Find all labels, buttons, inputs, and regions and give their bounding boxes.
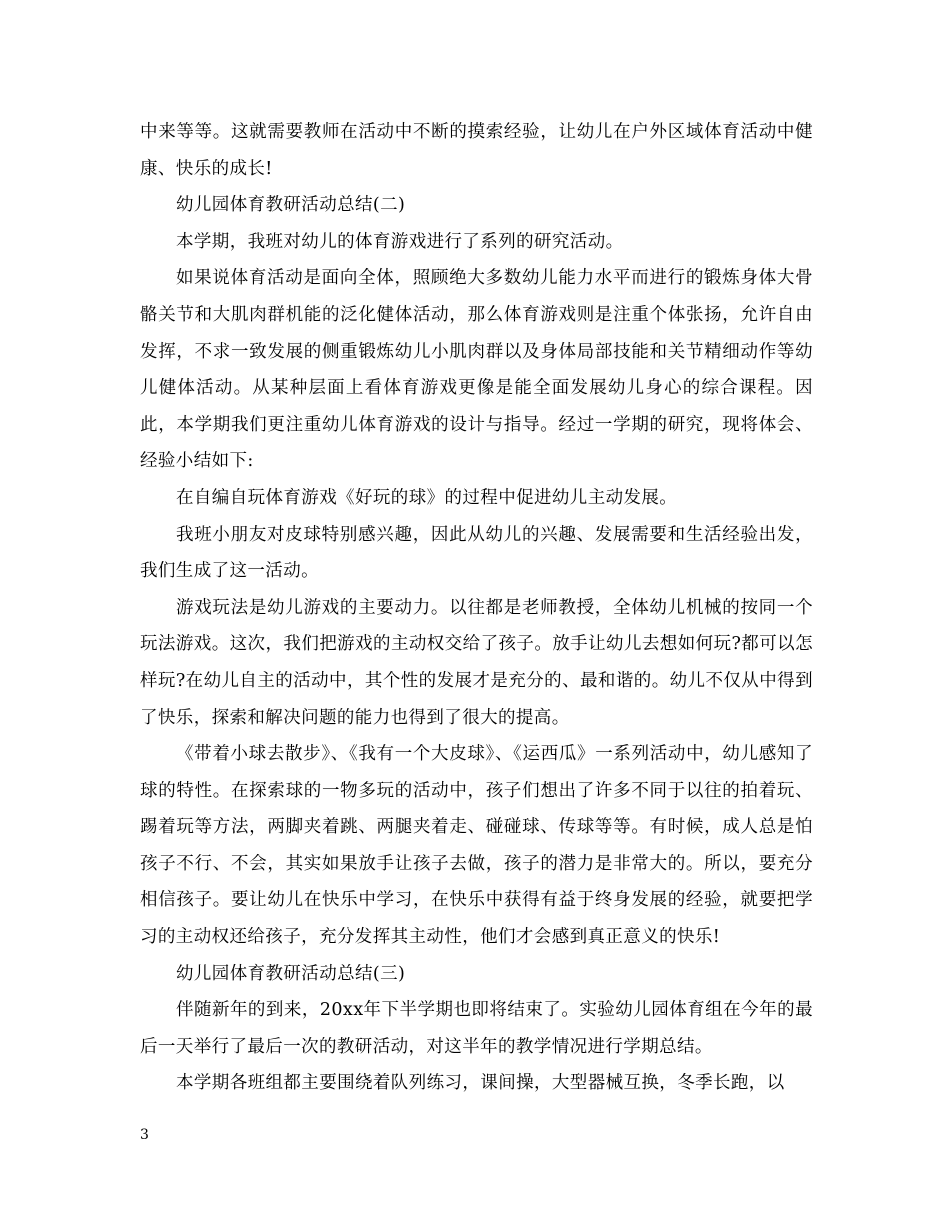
section-heading-3: 幼儿园体育教研活动总结(三) [176,963,406,984]
paragraph: 我班小朋友对皮球特别感兴趣，因此从幼儿的兴趣、发展需要和生活经验出发，我们生成了这一活动。 [140,524,813,582]
paragraph: 在自编自玩体育游戏《好玩的球》的过程中促进幼儿主动发展。 [176,487,678,508]
document-body [140,114,813,1102]
paragraph: 游戏玩法是幼儿游戏的主要动力。以往都是老师教授，全体幼儿机械的按同一个玩法游戏。这次，我们把游戏的主动权交给了孩子。放手让幼儿去想如何玩?都可以怎样玩?在幼儿自主的活动中，其个性的发展才是充分的、最和谐的。幼儿不仅从中得到了快乐，探索和解决问题的能力也得到了很大的提高。 [140,597,813,728]
paragraph: 如果说体育活动是面向全体，照顾绝大多数幼儿能力水平而进行的锻炼身体大骨骼关节和大肌肉群机能的泛化健体活动，那么体育游戏则是注重个体张扬，允许自由发挥，不求一致发展的侧重锻炼幼儿小肌肉群以及身体局部技能和关节精细动作等幼儿健体活动。从某种层面上看体育游戏更像是能全面发展幼儿身心的综合课程。因此，本学期我们更注重幼儿体育游戏的设计与指导。经过一学期的研究，现将体会、经验小结如下: [140,268,813,472]
page-number: 3 [140,1127,149,1143]
paragraph: 伴随新年的到来，20xx年下半学期也即将结束了。实验幼儿园体育组在今年的最后一天举行了最后一次的教研活动，对这半年的教学情况进行学期总结。 [140,1000,813,1057]
paragraph: 本学期各班组都主要围绕着队列练习，课间操，大型器械互换，冬季长跑，以 [176,1073,785,1094]
paragraph: 《带着小球去散步》、《我有一个大皮球》、《运西瓜》一系列活动中，幼儿感知了球的特性。在探索球的一物多玩的活动中，孩子们想出了许多不同于以往的拍着玩、踢着玩等方法，两脚夹着跳、两腿夹着走、碰碰球、传球等等。有时候，成人总是怕孩子不行、不会，其实如果放手让孩子去做，孩子的潜力是非常大的。所以，要充分相信孩子。要让幼儿在快乐中学习，在快乐中获得有益于终身发展的经验，就要把学习的主动权还给孩子，充分发挥其主动性，他们才会感到真正意义的快乐! [140,744,813,948]
paragraph-continuation: 中来等等。这就需要教师在活动中不断的摸索经验，让幼儿在户外区域体育活动中健康、快乐的成长! [140,122,813,179]
paragraph: 本学期，我班对幼儿的体育游戏进行了系列的研究活动。 [176,231,624,252]
section-heading-2: 幼儿园体育教研活动总结(二) [176,195,406,216]
